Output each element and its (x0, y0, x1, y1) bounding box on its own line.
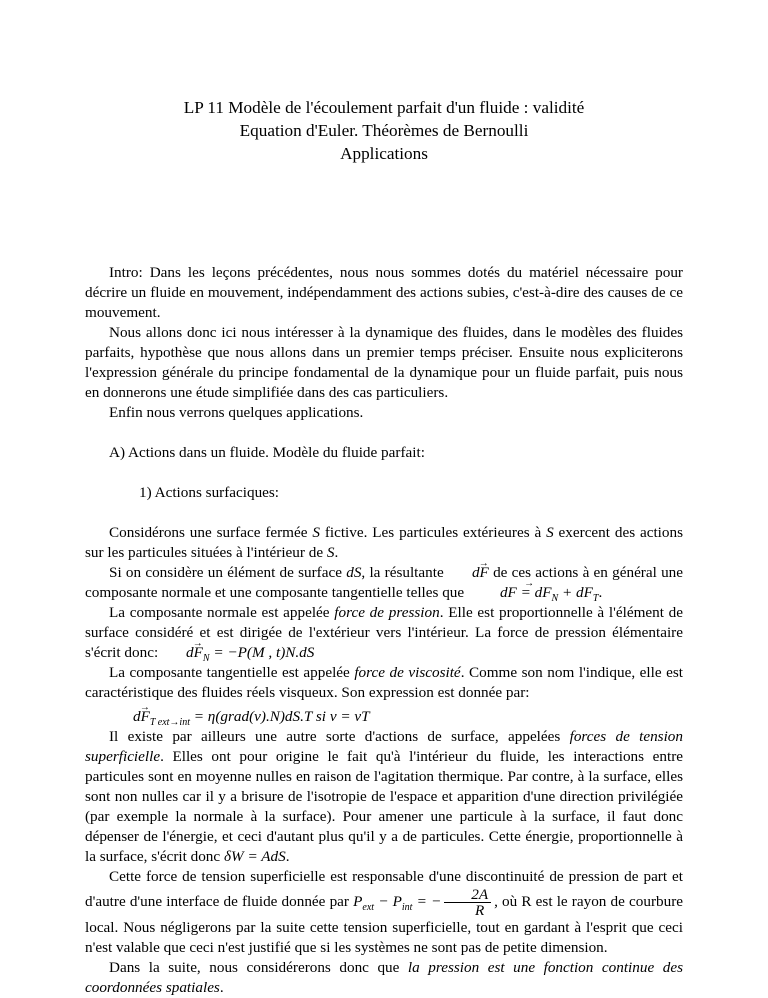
term-force-de-pression: force de pression (334, 604, 440, 621)
text-run: . (334, 544, 339, 561)
equation-force-sum (476, 584, 599, 605)
body-paragraph-3 (85, 603, 683, 663)
eq-part: + dF (558, 584, 593, 601)
equation-viscosity-force (109, 708, 370, 729)
text-run: . (598, 584, 603, 601)
eq-sub: N (202, 653, 210, 665)
document-title (0, 96, 768, 165)
text-run: fictive. Les particules extérieures à (319, 524, 547, 541)
symbol-S: S (546, 524, 554, 541)
symbol-S: S (326, 544, 335, 561)
fraction-numerator: 2A (444, 887, 491, 903)
text-run: , la résultante (361, 564, 448, 581)
equation-viscosity-line (85, 707, 683, 727)
eq-sub: int (401, 902, 413, 914)
text-run: Dans la suite, nous considérerons donc que (109, 959, 408, 976)
eq-part: = η(grad(v).N)dS.T si v = vT (189, 708, 370, 725)
term-force-de-viscosite: force de viscosité (354, 664, 461, 681)
eq-part: → dF = dF (476, 583, 552, 603)
text-run: Il existe par ailleurs une autre sorte d'actions de surface, appelées (109, 728, 570, 745)
term-forces-de-tension-superficielle: forces de tension superficielle (85, 728, 683, 765)
title-line-2: Equation d'Euler. Théorèmes de Bernoulli (239, 121, 529, 140)
text-run: . Elles ont pour origine le fait qu'à l'intérieur du fluide, les interactions entre particules sont en moyenne nulles en raison de l'agitation thermique. Par contre, à la surface, elles sont non nulles car il y a brisure de l'isotropie de l'espace et apparition d'une direction privilégiée (par exemple la normale à la surface). Pour amener une particule à la surface, il faut donc dépenser de l'énergie, et ceci d'autant plus qu'il y a de particules. Cette énergie, proportionnelle à la surface, s'écrit donc (85, 748, 683, 865)
eq-sub: N (551, 593, 559, 605)
text-run: exercent des actions sur les particules situées à l'intérieur de (85, 524, 683, 561)
text-run: de ces actions à en général une composante normale et une composante tangentielle telles que (85, 564, 684, 601)
intro-paragraph-1: Intro: Dans les leçons précédentes, nous nous sommes dotés du matériel nécessaire pour décrire un fluide en mouvement, indépendamment des actions subies, c'est-à-dire des causes de ce mouvement. (85, 264, 683, 321)
symbol-S: S (312, 524, 320, 541)
eq-part: → dF (109, 707, 150, 727)
text-run: Cette force de tension superficielle est responsable d'une discontinuité de pression de part et d'autre d'une interface de fluide donnée par (85, 868, 683, 910)
title-line-1: LP 11 Modèle de l'écoulement parfait d'un fluide : validité (183, 98, 585, 117)
body-paragraph-4 (85, 663, 683, 703)
body-paragraph-7 (85, 958, 683, 998)
eq-part: P (353, 892, 363, 910)
eq-sub: T ext→int (149, 717, 190, 729)
eq-sub: T (592, 593, 599, 605)
title-line-3: Applications (340, 144, 428, 163)
intro-paragraph-2: Nous allons donc ici nous intéresser à la dynamique des fluides, dans le modèles des fluides parfaits, hypothèse que nous allons dans un premier temps préciser. Ensuite nous expliciterons l'expression générale du principe fondamental de la dynamique pour un fluide parfait, puis nous en donnerons une étude simplifiée dans des cas particuliers. (85, 324, 683, 401)
body-paragraph-5 (85, 727, 683, 867)
text-run: . Elle est proportionnelle à l'élément de surface considéré et est dirigée de l'extérieur vers l'intérieur. La force de pression élémentaire s'écrit donc: (85, 604, 684, 661)
equation-pressure-jump (353, 886, 494, 919)
equation-pressure-force (162, 644, 315, 665)
eq-part: = − (412, 892, 442, 910)
equation-surface-energy: δW = AdS (223, 848, 286, 865)
equation-dF: → dF (448, 563, 489, 583)
text-run: , où R est le rayon de courbure local. Nous négligerons par la suite cette tension superficielle, tout en gardant à l'esprit que ceci n'est valable que ceci n'est justifié que si les systèmes ne sont pas de petite dimension. (85, 892, 683, 956)
body-paragraph-2 (85, 563, 683, 603)
body-paragraph-1 (85, 523, 683, 563)
body-paragraph-6 (85, 867, 683, 958)
section-heading-a: A) Actions dans un fluide. Modèle du fluide parfait: (109, 444, 425, 461)
subsection-heading-a1: 1) Actions surfaciques: (139, 484, 280, 501)
symbol-dS: dS (346, 564, 362, 581)
document-body (85, 263, 683, 998)
eq-part: = −P(M , t)N.dS (209, 644, 315, 661)
text-run: . (219, 979, 224, 996)
text-run: La composante tangentielle est appelée (109, 664, 355, 681)
text-run: . (285, 848, 290, 865)
text-run: . Comme son nom l'indique, elle est caractéristique des fluides réels visqueux. Son expression est donnée par: (85, 664, 683, 701)
text-run: Considérons une surface fermée (109, 524, 313, 541)
text-run: La composante normale est appelée (109, 604, 335, 621)
term-pression-continue: la pression est une fonction continue des coordonnées spatiales (85, 959, 683, 996)
intro-paragraph-3: Enfin nous verrons quelques applications. (109, 404, 364, 421)
eq-part: → dF (162, 643, 203, 663)
eq-sub: ext (362, 902, 375, 914)
text-run: Si on considère un élément de surface (109, 564, 347, 581)
eq-part: − P (374, 892, 402, 910)
fraction-denominator: R (475, 902, 485, 919)
fraction-2A-over-R (444, 887, 491, 918)
